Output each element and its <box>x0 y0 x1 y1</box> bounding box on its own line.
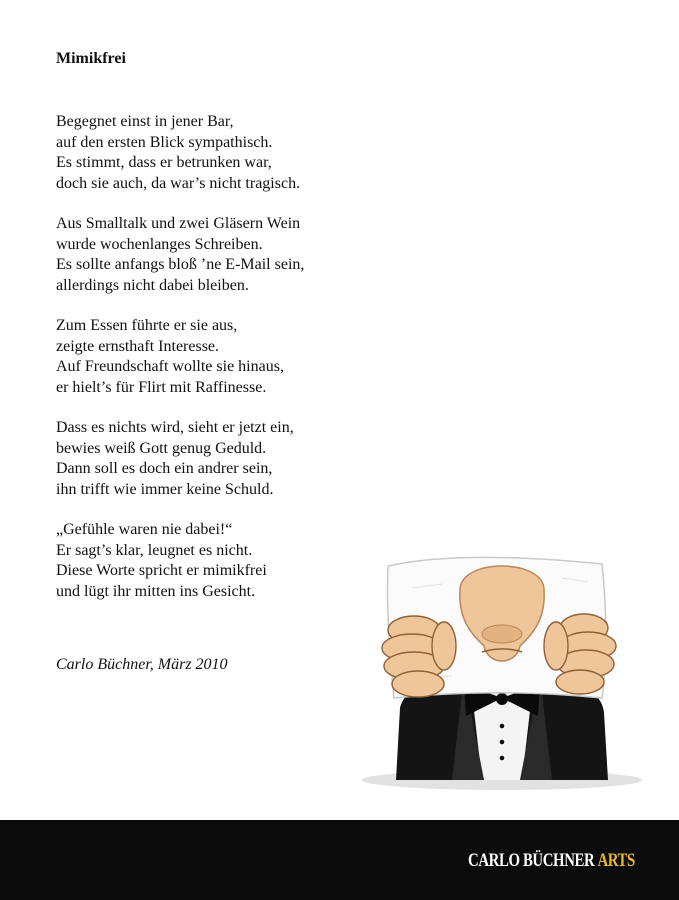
poem-line: er hielt’s für Flirt mit Raffinesse. <box>56 378 267 396</box>
poem-body <box>56 112 386 622</box>
poem-line: Dass es nichts wird, sieht er jetzt ein, <box>56 419 294 436</box>
poem-line: zeigte ernsthaft Interesse. <box>56 337 220 355</box>
poem-line: Begegnet einst in jener Bar, <box>56 113 234 130</box>
stanza <box>56 316 386 398</box>
poem-line: Er sagt’s klar, leugnet es nicht. <box>56 541 253 559</box>
brand-logo <box>468 850 635 872</box>
poem-line: und lügt ihr mitten ins Gesicht. <box>56 582 256 600</box>
poem-line: auf den ersten Blick sympathisch. <box>56 133 273 151</box>
stanza <box>56 418 386 500</box>
poem-line: „Gefühle waren nie dabei!“ <box>56 521 233 538</box>
poem-signature: Carlo Büchner, März 2010 <box>56 656 228 673</box>
poem-line: Aus Smalltalk und zwei Gläsern Wein <box>56 215 301 232</box>
logo-accent-text: ARTS <box>597 850 635 871</box>
poem-line: doch sie auch, da war’s nicht tragisch. <box>56 174 301 192</box>
poem-line: ihn trifft wie immer keine Schuld. <box>56 480 274 498</box>
poem-line: Diese Worte spricht er mimikfrei <box>56 562 267 579</box>
cartoon-man-holding-paper-illustration <box>352 548 642 798</box>
stanza <box>56 520 386 602</box>
poem-line: Dann soll es doch ein andrer sein, <box>56 460 273 477</box>
poem-line: Zum Essen führte er sie aus, <box>56 317 238 334</box>
footer-bar <box>0 820 679 900</box>
logo-main-text: CARLO BÜCHNER <box>468 850 595 871</box>
stanza <box>56 112 386 194</box>
poem-line: bewies weiß Gott genug Geduld. <box>56 439 267 457</box>
poem-title: Mimikfrei <box>56 50 126 67</box>
poem-line: Es sollte anfangs bloß ’ne E-Mail sein, <box>56 256 305 273</box>
poem-line: Auf Freundschaft wollte sie hinaus, <box>56 358 284 375</box>
stanza <box>56 214 386 296</box>
poem-line: Es stimmt, dass er betrunken war, <box>56 154 272 171</box>
poem-line: allerdings nicht dabei bleiben. <box>56 276 249 294</box>
poem-line: wurde wochenlanges Schreiben. <box>56 235 263 253</box>
